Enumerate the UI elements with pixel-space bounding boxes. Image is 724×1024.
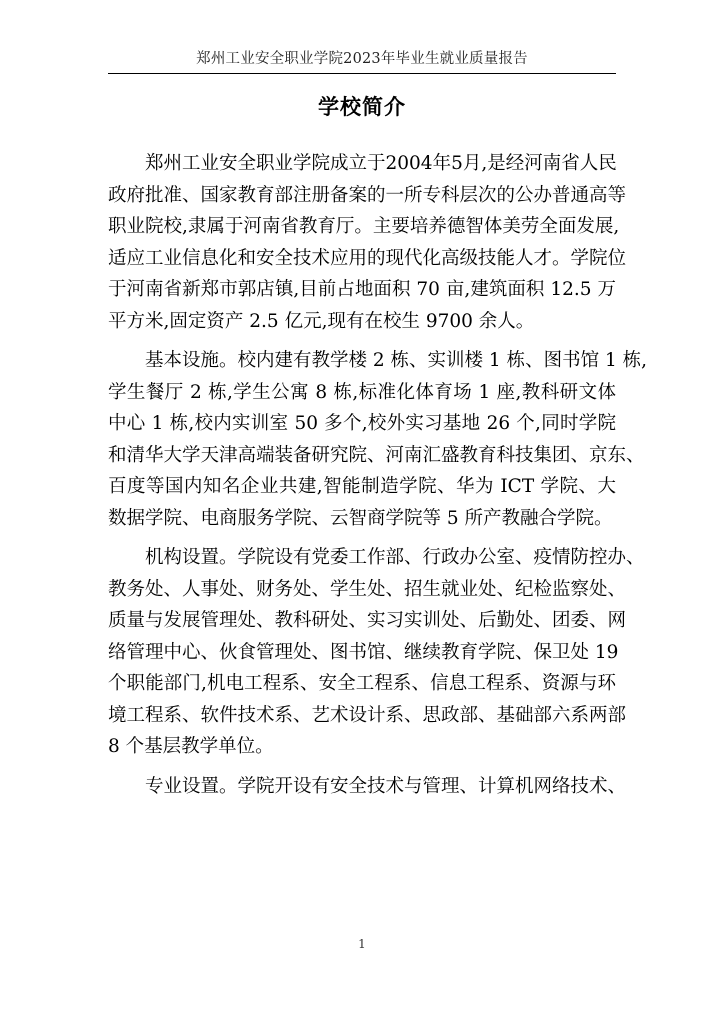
text-line: 数据学院、电商服务学院、云智商学院等 5 所产教融合学院。 [108,507,613,529]
text-line: 中心 1 栋,校内实训室 50 多个,校外实习基地 26 个,同时学院 [108,413,616,434]
header-divider [108,73,616,74]
text-line: 职业院校,隶属于河南省教育厅。主要培养德智体美劳全面发展, [108,216,620,237]
text-line: 专业设置。学院开设有安全技术与管理、计算机网络技术、 [145,775,627,797]
paragraph [108,771,627,803]
paragraph-spacing [108,763,616,771]
text-line: 学生餐厅 2 栋,学生公寓 8 栋,标准化体育场 1 座,教科研文体 [108,381,616,403]
text-line: 平方米,固定资产 2.5 亿元,现有在校生 9700 余人。 [108,310,535,332]
text-line: 百度等国内知名企业共建,智能制造学院、华为 ICT 学院、大 [108,476,616,497]
text-line: 教务处、人事处、财务处、学生处、招生就业处、纪检监察处、 [108,578,627,600]
text-line: 基本设施。校内建有教学楼 2 栋、实训楼 1 栋、图书馆 1 栋, [145,350,647,371]
paragraph-spacing [108,534,616,542]
text-line: 8 个基层教学单位。 [108,736,274,757]
text-line: 适应工业信息化和安全技术应用的现代化高级技能人才。学院位 [108,247,627,269]
text-line: 个职能部门,机电工程系、安全工程系、信息工程系、资源与环 [108,673,616,694]
paragraph [108,542,645,763]
text-line: 络管理中心、伙食管理处、图书馆、继续教育学院、保卫处 19 [108,641,619,663]
paragraph-spacing [108,337,616,345]
paragraph [108,148,627,337]
text-line: 郑州工业安全职业学院成立于2004年5月,是经河南省人民 [145,153,617,174]
text-line: 境工程系、软件技术系、艺术设计系、思政部、基础部六系两部 [108,704,627,726]
text-line: 政府批准、国家教育部注册备案的一所专科层次的公办普通高等 [108,184,627,206]
text-line: 质量与发展管理处、教科研处、实习实训处、后勤处、团委、网 [108,610,627,631]
text-line: 于河南省新郑市郭店镇,目前占地面积 70 亩,建筑面积 12.5 万 [108,279,616,300]
text-line: 机构设置。学院设有党委工作部、行政办公室、疫情防控办、 [145,547,645,568]
section-title: 学校简介 [318,95,406,119]
body-text [108,148,647,802]
running-header: 郑州工业安全职业学院2023年毕业生就业质量报告 [196,51,528,67]
page-number: 1 [358,937,366,951]
paragraph [108,345,647,534]
text-line: 和清华大学天津高端装备研究院、河南汇盛教育科技集团、京东、 [108,444,645,466]
